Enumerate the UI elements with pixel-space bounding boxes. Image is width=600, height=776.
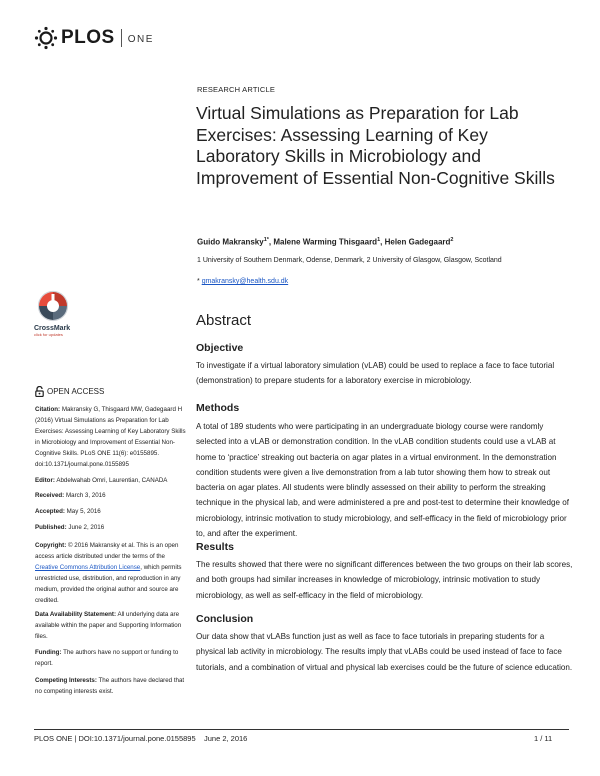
footer-divider: [34, 729, 569, 730]
section-heading-results: Results: [196, 541, 234, 553]
author-name[interactable]: Helen Gadegaard: [384, 237, 451, 247]
license-link[interactable]: Creative Commons Attribution License: [35, 564, 141, 572]
journal-name: PLOS: [61, 27, 115, 48]
competing-interests-block: [35, 675, 187, 697]
journal-sub: ONE: [127, 33, 154, 45]
copyright-text-tail: , which permits unrestricted use, distribution, and reproduction in any medium, provided the original author and source are credited.: [35, 564, 182, 605]
author-sup: 2: [450, 237, 454, 243]
email-link[interactable]: gmakransky@health.sdu.dk: [201, 278, 289, 285]
funding-block: [35, 647, 187, 669]
author-name[interactable]: Malene Warming Thisgaard: [273, 237, 378, 247]
published-label: Published:: [35, 524, 67, 531]
received-text: March 3, 2016: [65, 492, 106, 499]
crossmark-icon: [37, 290, 69, 324]
section-heading-objective: Objective: [196, 342, 244, 354]
affiliations: [197, 257, 587, 264]
editor-text: Abdelwahab Omri, Laurentian, CANADA: [56, 477, 168, 484]
copyright-label: Copyright:: [35, 542, 67, 549]
corresponding-mark: *: [197, 278, 200, 285]
author-list: [197, 237, 587, 247]
article-title: Virtual Simulations as Preparation for Lab Exercises: Assessing Learning of Key Laboratory Skills in Microbiology and Improvement of Essential Non-Cognitive Skills: [196, 103, 555, 188]
citation-text: Makransky G, Thisgaard MW, Gadegaard H (2016) Virtual Simulations as Preparation for Lab Exercises: Assessing Learning of Key Laboratory Skills in Microbiology and Improvement of Essential Non-Cognitive Skills. PLoS ONE 11(6): e0155895. doi:10.1371/journal.pone.0155895: [35, 406, 186, 469]
plos-logo-icon: [34, 26, 58, 50]
accepted-label: Accepted:: [35, 508, 65, 515]
copyright-text: © 2016 Makransky et al. This is an open access article distributed under the terms of the: [35, 542, 179, 561]
affil-text: University of Southern Denmark, Odense, Denmark,: [202, 257, 367, 264]
author-separator: ,: [268, 237, 274, 247]
abstract-heading: Abstract: [196, 312, 252, 329]
section-heading-methods: Methods: [196, 402, 240, 414]
funding-label: Funding:: [35, 649, 62, 656]
funding-text: The authors have no support or funding to report.: [35, 649, 179, 668]
section-body-results: The results showed that there were no significant differences between the two groups on their lab scores, and both groups had similar increases in knowledge of microbiology, intrinsic motivation to study microbiology, as well as self-efficacy in the field of microbiology.: [196, 560, 573, 600]
editor-label: Editor:: [35, 477, 55, 484]
data-availability-block: [35, 609, 187, 642]
section-body-conclusion: Our data show that vLABs function just as well as face to face tutorials in preparing students for a physical lab activity in microbiology. The results imply that vLABs could be used instead of face to face tutorials, and a combination of virtual and physical lab exercises could be the future of science education.: [196, 632, 573, 672]
corresponding-email: [197, 278, 288, 285]
competing-interests-text: The authors have declared that no competing interests exist.: [35, 677, 185, 696]
crossmark-label: CrossMark: [34, 325, 71, 332]
footer-citation: PLOS ONE | DOI:10.1371/journal.pone.0155895 June 2, 2016: [34, 734, 248, 743]
received-line: [35, 490, 187, 501]
citation-label: Citation:: [35, 406, 61, 413]
citation-block: [35, 404, 187, 471]
published-text: June 2, 2016: [68, 524, 105, 531]
affil-num: 2: [366, 257, 371, 264]
page-number: 1 / 11: [534, 734, 553, 743]
data-availability-label: Data Availability Statement:: [35, 611, 117, 618]
affil-text: University of Glasgow, Glasgow, Scotland: [372, 257, 502, 264]
open-lock-icon: [35, 386, 44, 397]
article-type: RESEARCH ARTICLE: [197, 85, 276, 94]
accepted-text: May 5, 2016: [66, 508, 101, 515]
received-label: Received:: [35, 492, 65, 499]
author-sup: 1: [377, 237, 381, 243]
crossmark-badge[interactable]: [34, 290, 74, 337]
journal-logo[interactable]: [34, 26, 154, 50]
author-separator: ,: [380, 237, 385, 247]
copyright-block: [35, 540, 187, 607]
editor-line: [35, 475, 187, 486]
author-name[interactable]: Guido Makransky: [197, 237, 264, 247]
section-heading-conclusion: Conclusion: [196, 613, 254, 625]
accepted-line: [35, 506, 187, 517]
data-availability-text: All underlying data are available within the paper and Supporting Information files.: [35, 611, 182, 641]
logo-divider: [121, 29, 122, 47]
section-body-methods: A total of 189 students who were participating in an undergraduate biology course were randomly selected into a vLAB or demonstration condition. In the vLAB condition students could use a vLAB at home to ‘practice’ streaking out bacteria on agar plates in a virtual environment. In the demonstration condition students were given a live demonstration from a lab tutor showing them how to streak out bacteria on agar plates. All students were blindly assessed on their ability to perform the streaking technique in the physical lab, and were administered a pre and post-test to determine their knowledge of microbiology, intrinsic motivation to study microbiology, and self-efficacy in the field of microbiology prior to, and after the experiment.: [196, 422, 569, 539]
author-sup: 1*: [263, 237, 269, 243]
crossmark-sub: click for updates: [34, 332, 63, 337]
competing-interests-label: Competing Interests:: [35, 677, 97, 684]
open-access-badge: [35, 386, 104, 397]
open-access-label: OPEN ACCESS: [47, 387, 105, 396]
affil-num: 1: [197, 257, 201, 264]
published-line: [35, 522, 187, 533]
section-body-objective: To investigate if a virtual laboratory simulation (vLAB) could be used to replace a face to face tutorial (demonstration) to prepare students for a laboratory exercise in microbiology.: [196, 361, 555, 386]
